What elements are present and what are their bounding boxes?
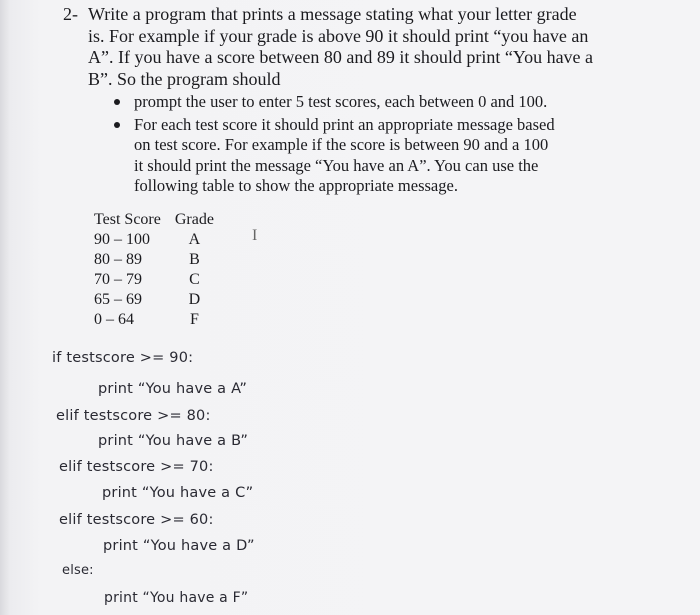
handwritten-code-line: elif testscore >= 60: [59, 512, 214, 528]
bullet-icon [114, 122, 120, 128]
grade-cell: C [189, 271, 200, 288]
table-row [90, 290, 222, 310]
grade-cell: D [188, 291, 201, 308]
score-range-cell: 65 – 69 [94, 291, 142, 308]
handwritten-code-line: print “You have a D” [103, 538, 255, 554]
score-range-cell: 80 – 89 [94, 251, 142, 268]
question-line: Write a program that prints a message stating what your letter grade [88, 4, 577, 24]
handwritten-code-line: print “You have a C” [102, 485, 254, 501]
handwritten-code-line: if testscore >= 90: [52, 350, 194, 366]
list-item-line: For each test score it should print an appropriate message based [134, 114, 555, 134]
table-row [90, 310, 222, 330]
handwritten-code-line: else: [62, 563, 94, 578]
handwritten-code-line: print “You have a B” [98, 433, 249, 449]
list-item-line: prompt the user to enter 5 test scores, each between 0 and 100. [134, 92, 548, 111]
question-line: is. For example if your grade is above 90 it should print “you have an [88, 25, 589, 46]
table-header-row [90, 210, 222, 230]
score-range-cell: 0 – 64 [94, 311, 134, 328]
question-line: B”. So the program should [88, 68, 281, 89]
table-row [90, 250, 222, 270]
score-range-cell: 70 – 79 [94, 271, 142, 288]
list-item-line: following table to show the appropriate message. [134, 176, 458, 195]
grade-cell: B [189, 251, 200, 268]
bullet-icon [114, 99, 120, 105]
handwritten-code-line: print “You have a F” [104, 590, 249, 606]
handwritten-code-line: elif testscore >= 70: [59, 459, 214, 475]
question-number: 2- [63, 4, 78, 24]
question-text [88, 4, 594, 90]
table-row [90, 230, 222, 250]
score-range-cell: 90 – 100 [94, 231, 150, 248]
list-item [108, 115, 578, 197]
column-header-grade: Grade [174, 211, 214, 228]
handwritten-code-line: elif testscore >= 80: [56, 408, 211, 424]
grade-cell: F [189, 311, 199, 328]
requirements-list [108, 92, 578, 199]
column-header-test-score: Test Score [94, 211, 161, 228]
grade-table [90, 210, 222, 330]
question-line: A”. If you have a score between 80 and 89 it should print “You have a [88, 47, 594, 67]
list-item-line: it should print the message “You have an A”. You can use the [134, 155, 539, 175]
grade-cell: A [188, 231, 201, 248]
handwritten-code-line: print “You have a A” [98, 381, 248, 397]
text-cursor-icon: I [252, 227, 258, 244]
list-item-line: on test score. For example if the score is between 90 and a 100 [134, 135, 549, 154]
table-row [90, 270, 222, 290]
list-item [108, 92, 578, 113]
